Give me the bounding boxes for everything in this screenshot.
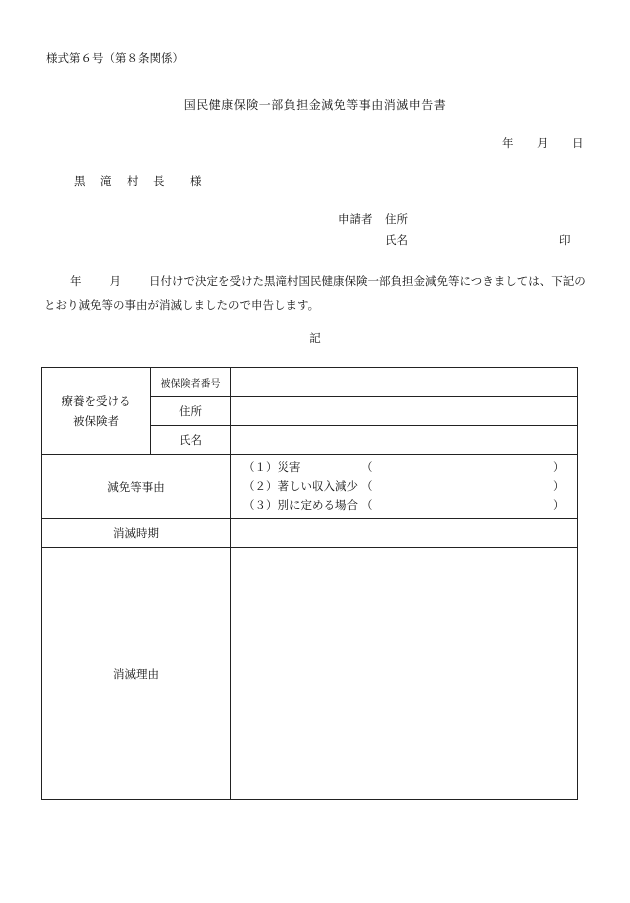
insured-group-line2: 被保険者: [73, 414, 119, 428]
reason-paren-close: ）: [553, 460, 565, 474]
document-title: 国民健康保険一部負担金減免等事由消滅申告書: [183, 98, 447, 112]
reason-paren-close: ）: [553, 498, 565, 512]
reduction-reason-label: 減免等事由: [42, 455, 231, 519]
date-month-label: 月: [537, 136, 549, 150]
reduction-reason-options: [231, 455, 578, 519]
form-number: 様式第６号（第８条関係）: [46, 51, 184, 65]
body-month: 月: [109, 274, 121, 288]
insured-number-field[interactable]: [231, 368, 578, 397]
addressee-char: 黒: [74, 174, 86, 188]
addressee-char: 長: [153, 174, 165, 188]
reason-paren-open: （: [361, 498, 373, 512]
insured-name-label: 氏名: [151, 426, 231, 455]
date-year-label: 年: [502, 136, 514, 150]
reason-paren-close: ）: [553, 479, 565, 493]
applicant-name-label: 氏名: [385, 233, 408, 247]
reason-option-label: （２）著しい収入減少: [243, 479, 358, 493]
insured-group-label: [42, 368, 151, 455]
extinction-reason-field[interactable]: [231, 548, 578, 800]
insured-number-label: 被保険者番号: [151, 368, 231, 397]
extinction-time-field[interactable]: [231, 519, 578, 548]
reason-option-label: （３）別に定める場合: [243, 498, 358, 512]
extinction-time-label: 消滅時期: [42, 519, 231, 548]
reason-option-label: （１）災害: [243, 460, 301, 474]
insured-group-line1: 療養を受ける: [61, 394, 131, 408]
reason-paren-open: （: [361, 460, 373, 474]
addressee-char: 滝: [100, 174, 112, 188]
declaration-table: [41, 367, 578, 800]
date-day-label: 日: [572, 136, 584, 150]
reason-option[interactable]: [243, 496, 577, 515]
applicant-address-label: 住所: [385, 212, 408, 226]
reason-option[interactable]: [243, 477, 577, 496]
applicant-label: 申請者: [338, 212, 373, 226]
addressee-char: 村: [127, 174, 139, 188]
body-year: 年: [70, 274, 82, 288]
declaration-text: [44, 269, 589, 317]
insured-name-field[interactable]: [231, 426, 578, 455]
insured-address-label: 住所: [151, 397, 231, 426]
reason-option[interactable]: [243, 458, 577, 477]
ki-heading: 記: [309, 331, 321, 345]
body-text: 日付けで決定を受けた黒滝村国民健康保険一部負担金減免等につきましては、下記のとおり減免等の事由が消滅しましたので申告します。: [44, 274, 586, 312]
seal-mark: 印: [559, 233, 571, 247]
reason-paren-open: （: [361, 479, 373, 493]
extinction-reason-label: 消滅理由: [42, 548, 231, 800]
insured-address-field[interactable]: [231, 397, 578, 426]
addressee-honorific: 様: [190, 174, 202, 188]
